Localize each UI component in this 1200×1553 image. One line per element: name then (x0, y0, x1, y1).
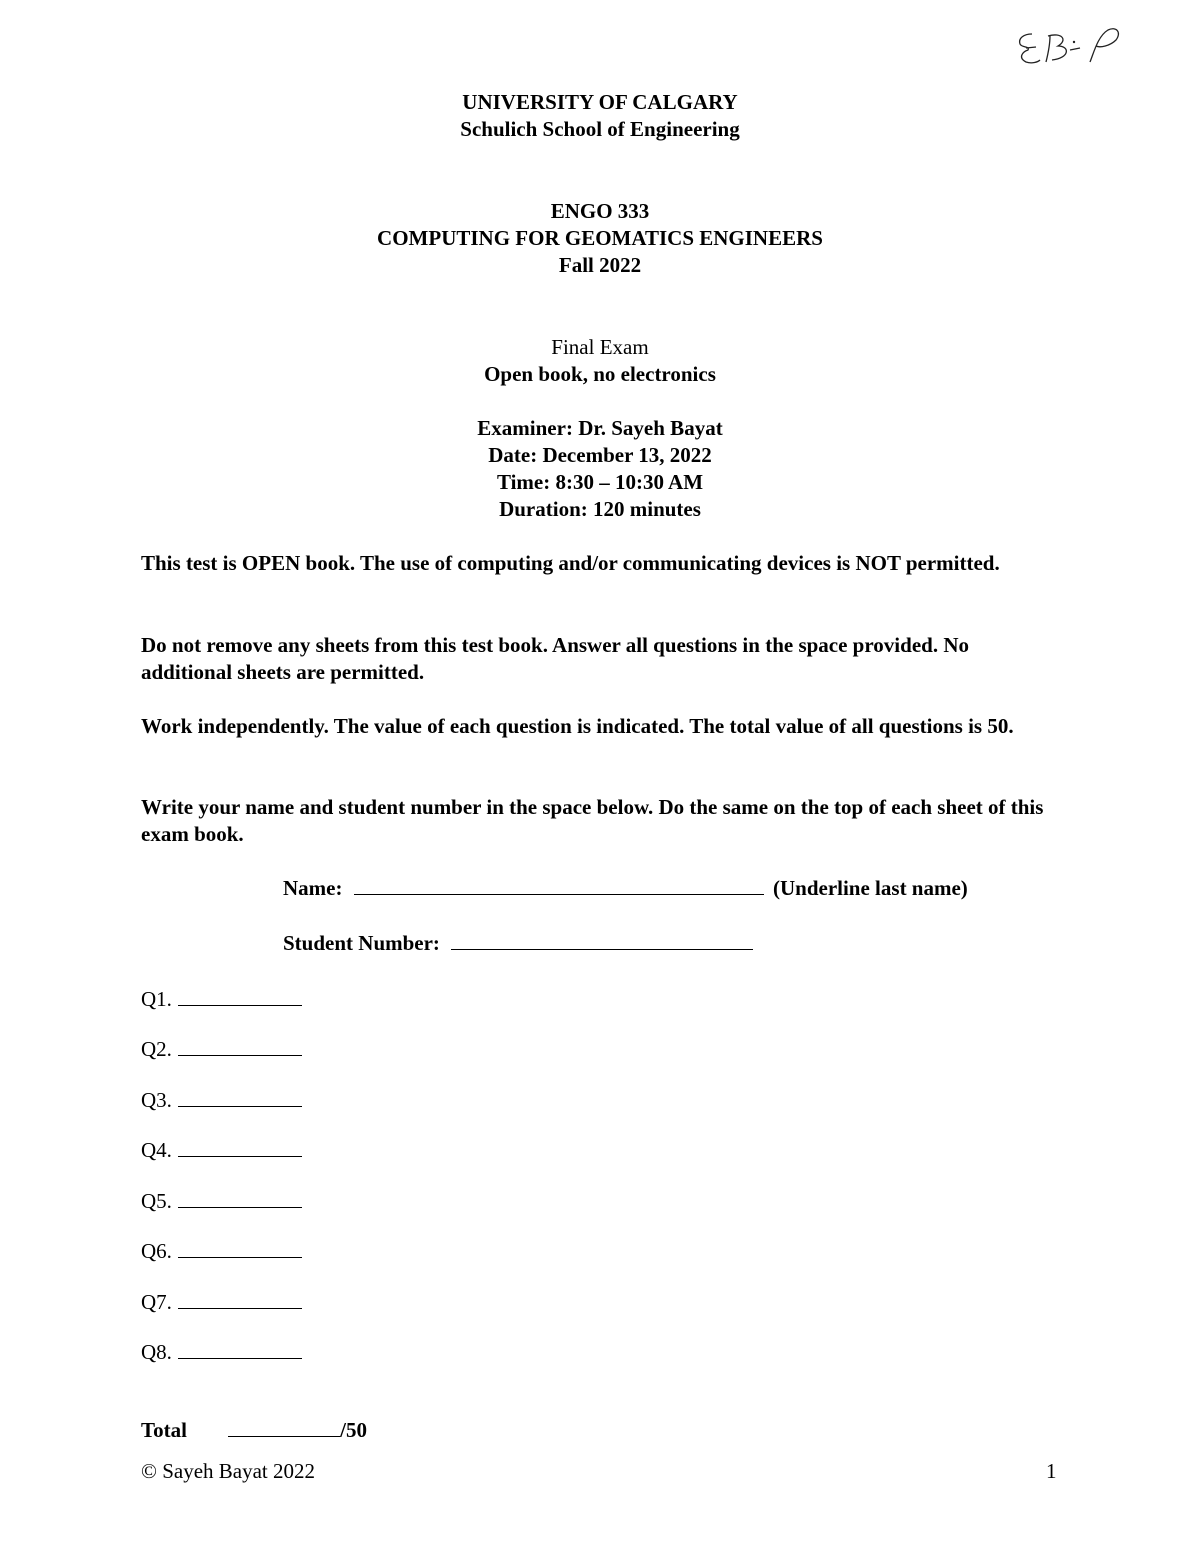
page-number: 1 (1046, 1459, 1057, 1483)
question-score-row (141, 1288, 302, 1315)
instruction-paragraph: Write your name and student number in the space below. Do the same on the top of each sheet of this exam book. (141, 795, 1044, 846)
score-blank-line[interactable] (178, 1035, 302, 1056)
exam-duration: Duration: 120 minutes (499, 497, 701, 521)
question-label: Q5. (141, 1189, 172, 1213)
score-blank-line[interactable] (178, 1338, 302, 1359)
total-label: Total (141, 1418, 187, 1442)
student-number-field-row (283, 929, 753, 956)
score-blank-line[interactable] (178, 1237, 302, 1258)
school-name: Schulich School of Engineering (460, 117, 740, 141)
total-score-row (141, 1416, 367, 1443)
question-score-row (141, 985, 302, 1012)
exam-time: Time: 8:30 – 10:30 AM (496, 470, 704, 494)
question-label: Q7. (141, 1290, 172, 1314)
question-label: Q1. (141, 987, 172, 1011)
name-blank-line[interactable] (354, 874, 764, 895)
question-label: Q3. (141, 1088, 172, 1112)
name-label: Name: (283, 876, 343, 900)
score-blank-line[interactable] (178, 1086, 302, 1107)
question-label: Q6. (141, 1239, 172, 1263)
student-number-label: Student Number: (283, 931, 440, 955)
course-title: COMPUTING FOR GEOMATICS ENGINEERS (377, 226, 823, 250)
exam-details-block (0, 415, 1200, 523)
course-block (0, 198, 1200, 279)
name-field-row (283, 874, 968, 901)
total-max: /50 (340, 1418, 368, 1442)
copyright-footer: © Sayeh Bayat 2022 (141, 1459, 316, 1483)
exam-format: Open book, no electronics (484, 362, 716, 386)
course-term: Fall 2022 (558, 253, 642, 277)
course-code: ENGO 333 (550, 199, 650, 223)
university-header (0, 89, 1200, 143)
question-score-row (141, 1338, 302, 1365)
score-blank-line[interactable] (178, 1288, 302, 1309)
instruction-paragraph: This test is OPEN book. The use of computing and/or communicating devices is NOT permitted. (141, 551, 1000, 575)
university-name: UNIVERSITY OF CALGARY (462, 90, 738, 114)
total-blank-line[interactable] (228, 1416, 340, 1437)
question-score-row (141, 1035, 302, 1062)
score-blank-line[interactable] (178, 1136, 302, 1157)
question-score-row (141, 1187, 302, 1214)
exam-name: Final Exam (551, 335, 649, 359)
examiner: Examiner: Dr. Sayeh Bayat (477, 416, 723, 440)
question-label: Q2. (141, 1037, 172, 1061)
question-score-row (141, 1136, 302, 1163)
question-score-row (141, 1086, 302, 1113)
student-number-blank-line[interactable] (451, 929, 753, 950)
question-label: Q4. (141, 1138, 172, 1162)
handwritten-initials-signature (1010, 22, 1130, 67)
name-note: (Underline last name) (772, 876, 968, 900)
instruction-paragraph: Do not remove any sheets from this test book. Answer all questions in the space provided. No additional sheets are permitted. (141, 633, 969, 684)
instruction-paragraph: Work independently. The value of each question is indicated. The total value of all questions is 50. (141, 714, 1014, 738)
exam-type-block (0, 334, 1200, 388)
exam-date: Date: December 13, 2022 (488, 443, 712, 467)
question-score-row (141, 1237, 302, 1264)
question-label: Q8. (141, 1340, 172, 1364)
score-blank-line[interactable] (178, 1187, 302, 1208)
score-blank-line[interactable] (178, 985, 302, 1006)
